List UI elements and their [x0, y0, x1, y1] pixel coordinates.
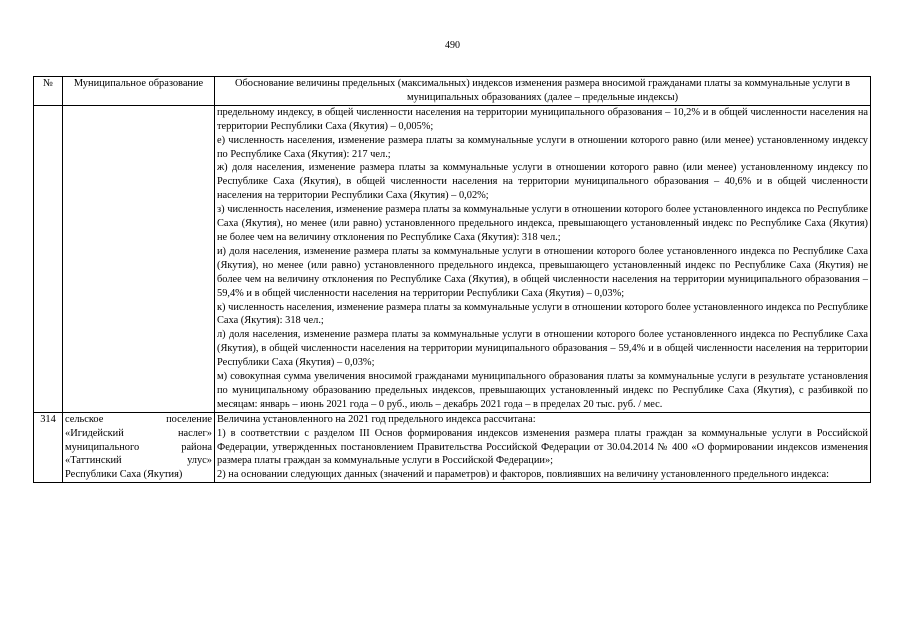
table-row — [34, 412, 871, 483]
table-header-row — [34, 77, 871, 106]
municipality-line: Республики Саха (Якутия) — [65, 469, 183, 481]
header-justification: Обоснование величины предельных (максимальных) индексов изменения размера вносимой гражданами платы за коммунальные услуги в муниципальных образованиях (далее – предельные индексы) — [215, 77, 871, 106]
header-number: № — [34, 77, 63, 106]
paragraph: е) численность населения, изменение размера платы за коммунальные услуги в отношении которого равно (или менее) установленному индексу по Республике Саха (Якутия): 217 чел.; — [217, 134, 868, 160]
justification-cell — [215, 105, 871, 412]
paragraph: 2) на основании следующих данных (значений и параметров) и факторов, повлиявших на величину установленного предельного индекса: — [217, 469, 830, 481]
page-number: 490 — [445, 40, 460, 51]
paragraph: 1) в соответствии с разделом III Основ формирования индексов изменения размера платы граждан за коммунальные услуги в Российской Федерации, утвержденных постановлением Правительства Российской Федерации от 30.04.2014 № 400 «О формировании индексов изменения размера платы граждан за коммунальные услуги в Российской Федерации»; — [217, 427, 868, 467]
municipality-line: «Таттинский улус» — [65, 455, 212, 467]
municipality-line: сельское поселение — [65, 413, 212, 425]
paragraph: ж) доля населения, изменение размера платы за коммунальные услуги в отношении которого равно (или менее) установленному индексу по Республике Саха (Якутия), в общей численности населения на территории муниципального образования – 40,6% и в общей численности населения на территории Республики Саха (Якутия) – 0,02%; — [217, 162, 868, 202]
paragraph: Величина установленного на 2021 год предельного индекса рассчитана: — [217, 413, 536, 425]
header-municipality: Муниципальное образование — [63, 77, 215, 106]
municipality-cell-empty — [63, 105, 215, 412]
justification-cell — [215, 412, 871, 483]
municipality-line: «Игидейский наслег» — [65, 427, 212, 439]
number-cell-empty — [34, 105, 63, 412]
justification-table — [33, 76, 871, 483]
paragraph: м) совокупная сумма увеличения вносимой гражданами муниципального образования платы за коммунальные услуги в результате установления по муниципальному образованию предельных индексов, превышающих установленный индекс по Республике Саха (Якутия), с разбивкой по месяцам: январь – июнь 2021 года – 0 руб., июль – декабрь 2021 года – в пределах 20 тыс. руб. / мес. — [217, 371, 868, 410]
paragraph: к) численность населения, изменение размера платы за коммунальные услуги в отношении которого более установленного индекса по Республике Саха (Якутия): 318 чел.; — [217, 301, 868, 327]
paragraph: предельному индексу, в общей численности населения на территории муниципального образования – 10,2% и в общей численности населения на территории Республики Саха (Якутия) – 0,005%; — [217, 106, 868, 132]
paragraph: л) доля населения, изменение размера платы за коммунальные услуги в отношении которого более установленного индекса по Республике Саха (Якутия), в общей численности населения на территории муниципального образования – 59,4% и в общей численности населения на территории Республики Саха (Якутия) – 0,03%; — [217, 329, 868, 369]
municipality-name — [63, 412, 215, 483]
paragraph: з) численность населения, изменение размера платы за коммунальные услуги в отношении которого более установленного индекса по Республике Саха (Якутия), но менее (или равно) установленного предельного индекса, превышающего установленный индекс по Республике Саха (Якутия) не более чем на величину отклонения по Республике Саха (Якутия): 318 чел.; — [217, 204, 868, 243]
table-row — [34, 105, 871, 412]
paragraph: и) доля населения, изменение размера платы за коммунальные услуги в отношении которого более установленного индекса по Республике Саха (Якутия), но менее (или равно) установленного предельного индекса, превышающего установленный индекс по Республике Саха (Якутия) не более чем на величину отклонения по Республике Саха (Якутия), в общей численности населения на территории муниципального образования – 59,4% и в общей численности населения на территории Республики Саха (Якутия) – 0,03%; — [217, 245, 868, 299]
row-number: 314 — [34, 412, 63, 483]
municipality-line: муниципального района — [65, 441, 212, 453]
